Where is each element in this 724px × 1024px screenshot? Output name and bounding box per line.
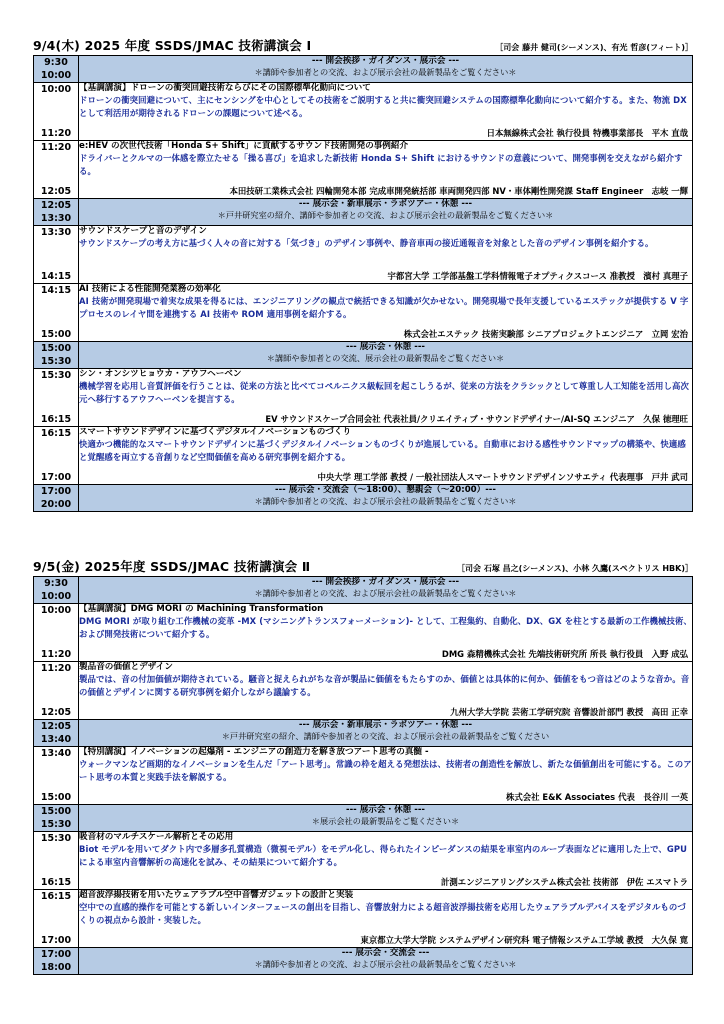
talk-description: AI 技術が開発現場で着実な成果を得るには、エンジニアリングの観点で統括できる知識が欠かせない。開発現場で長年支援しているエステックが提供する V 字プロセスのレイヤ間を連携する AI 技術や ROM 適用事例を紹介する。	[79, 296, 689, 319]
time-start: 11:20	[40, 663, 72, 674]
time-start: 15:00	[40, 343, 72, 354]
time-start: 12:05	[40, 200, 72, 211]
time-cell	[34, 662, 79, 720]
program-row-talk	[34, 890, 693, 948]
day2-section	[33, 558, 693, 975]
time-cell	[34, 577, 79, 604]
program-row-talk	[34, 83, 693, 141]
time-end: 16:15	[40, 414, 72, 425]
break-cell	[79, 485, 693, 512]
talk-speaker: 九州大学大学院 芸術工学研究院 音響設計部門 教授 高田 正幸	[450, 707, 688, 717]
talk-description: DMG MORI が取り組む工作機械の変革 -MX (マシニングトランスフォーメーション)- として、工程集約、自動化、DX、GX を柱とする最新の工作機械技術、および開発技術について紹介する。	[79, 616, 692, 639]
talk-title: スマートサウンドデザインに基づくデジタルイノベーションものづくり	[79, 427, 352, 437]
break-cell	[79, 56, 693, 83]
talk-description: ドローンの衝突回避について、主にセンシングを中心としてその技術をご説明すると共に衝突回避システムの国際標準化動向について紹介する。また、物流 DX として利活用が期待されるドローンの課題について述べる。	[79, 95, 687, 118]
program-row-break	[34, 948, 693, 975]
talk-title: 【基調講演】ドローンの衝突回避技術ならびにその国際標準化動向について	[79, 83, 371, 93]
time-start: 15:00	[40, 806, 72, 817]
break-note: ＊戸井研究室の紹介、講師や参加者との交流、および展示会社の最新製品をご覧ください	[221, 731, 550, 741]
break-note: ＊講師や参加者との交流、および展示会社の最新製品をご覧ください＊	[254, 496, 517, 506]
time-cell	[34, 427, 79, 485]
time-start: 10:00	[40, 84, 72, 95]
talk-cell	[79, 747, 693, 805]
talk-speaker: DMG 森精機株式会社 先端技術研究所 所長 執行役員 入野 成弘	[441, 649, 688, 659]
day1-chair: ［司会 藤井 健司(シーメンス)、有光 哲彦(フィート)］	[495, 43, 693, 52]
talk-cell	[79, 284, 693, 342]
time-end: 20:00	[40, 499, 72, 510]
day2-title: 9/5(金) 2025年度 SSDS/JMAC 技術講演会 Ⅱ	[33, 559, 311, 574]
break-title: --- 展示会・交流会 ---	[341, 948, 430, 958]
time-cell	[34, 890, 79, 948]
time-end: 18:00	[40, 962, 72, 973]
break-title: --- 展示会・新車展示・ラボツアー・休憩 ---	[298, 720, 473, 730]
talk-title: 【基調講演】DMG MORI の Machining Transformation	[79, 604, 324, 614]
time-cell	[34, 199, 79, 226]
time-start: 12:05	[40, 721, 72, 732]
break-note: ＊展示会社の最新製品をご覧ください＊	[311, 816, 460, 826]
time-cell	[34, 342, 79, 369]
talk-title: e:HEV の次世代技術「Honda S+ Shift」に貢献するサウンド技術開発の事例紹介	[79, 141, 409, 151]
time-start: 17:00	[40, 949, 72, 960]
time-cell	[34, 369, 79, 427]
time-cell	[34, 832, 79, 890]
break-cell	[79, 948, 693, 975]
time-end: 10:00	[40, 70, 72, 81]
break-note: ＊戸井研究室の紹介、講師や参加者との交流、および展示会社の最新製品をご覧ください＊	[217, 210, 554, 220]
break-note: ＊講師や参加者との交流、展示会社の最新製品をご覧ください＊	[266, 353, 505, 363]
time-start: 17:00	[40, 486, 72, 497]
talk-description: ウォークマンなど画期的なイノベーションを生んだ「アート思考」。常識の枠を超える発想法は、技術者の創造性を解放し、新たな価値創出を可能にする。このアート思考の本質と実践手法を解説する。	[79, 759, 692, 782]
program-row-break	[34, 342, 693, 369]
time-start: 9:30	[44, 57, 68, 68]
program-row-talk	[34, 369, 693, 427]
talk-speaker: 宇都宮大学 工学部基盤工学科情報電子オプティクスコース 准教授 濱村 真理子	[387, 271, 688, 281]
time-cell	[34, 83, 79, 141]
talk-title: 吸音材のマルチスケール解析とその応用	[79, 832, 234, 842]
talk-description: ドライバーとクルマの一体感を際立たせる「操る喜び」を追求した新技術 Honda S+ Shift におけるサウンドの意義について、開発事例を交えながら紹介する。	[79, 153, 683, 176]
break-title: --- 展示会・休憩 ---	[346, 342, 425, 352]
time-cell	[34, 948, 79, 975]
program-row-break	[34, 805, 693, 832]
time-end: 11:20	[40, 128, 72, 139]
time-start: 10:00	[40, 605, 72, 616]
talk-cell	[79, 83, 693, 141]
day2-program-table	[33, 576, 693, 975]
time-end: 10:00	[40, 591, 72, 602]
break-cell	[79, 805, 693, 832]
talk-description: 空中での直感的操作を可能とする新しいインターフェースの創出を目指し、音響放射力による超音波浮揚技術を応用したウェアラブルデバイスをデジタルものづくりの視点から設計・実装した。	[79, 902, 686, 925]
break-title: --- 開会挨拶・ガイダンス・展示会 ---	[311, 577, 460, 587]
time-start: 14:15	[40, 285, 72, 296]
time-cell	[34, 604, 79, 662]
talk-cell	[79, 369, 693, 427]
time-start: 16:15	[40, 428, 72, 439]
break-cell	[79, 720, 693, 747]
time-end: 14:15	[40, 271, 72, 282]
day1-program-table	[33, 55, 693, 512]
time-end: 15:00	[40, 329, 72, 340]
talk-speaker: 本田技研工業株式会社 四輪開発本部 完成車開発統括部 車両開発四部 NV・車体剛性開発課 Staff Engineer 志岐 一輝	[229, 186, 688, 196]
time-start: 15:30	[40, 370, 72, 381]
program-row-talk	[34, 226, 693, 284]
talk-cell	[79, 604, 693, 662]
program-row-talk	[34, 141, 693, 199]
program-row-break	[34, 577, 693, 604]
time-start: 13:30	[40, 227, 72, 238]
time-end: 15:30	[40, 819, 72, 830]
talk-title: 超音波浮揚技術を用いたウェアラブル空中音響ガジェットの設計と実装	[79, 890, 354, 900]
time-end: 15:30	[40, 356, 72, 367]
talk-title: サウンドスケープと音のデザイン	[79, 226, 207, 236]
talk-speaker: 東京都立大学大学院 システムデザイン研究科 電子情報システム工学域 教授 大久保 寛	[360, 935, 688, 945]
talk-speaker: 中央大学 理工学部 教授 / 一般社団法人スマートサウンドデザインソサエティ 代表理事 戸井 武司	[317, 472, 688, 482]
talk-title: 【特別講演】イノベーションの起爆剤 - エンジニアの創造力を解き放つアート思考の真髄 -	[79, 747, 429, 757]
time-start: 15:30	[40, 833, 72, 844]
program-row-talk	[34, 604, 693, 662]
time-end: 15:00	[40, 792, 72, 803]
break-note: ＊講師や参加者との交流、および展示会社の最新製品をご覧ください＊	[254, 959, 517, 969]
time-cell	[34, 226, 79, 284]
talk-description: 快適かつ機能的なスマートサウンドデザインに基づくデジタルイノベーションものづくりが進展している。自動車における感性サウンドマップの構築や、快適感と覚醒感を両立する音創りなど空間価値を高める研究事例を紹介する。	[79, 439, 686, 462]
break-title: --- 展示会・休憩 ---	[346, 805, 425, 815]
program-row-break	[34, 485, 693, 512]
program-row-talk	[34, 832, 693, 890]
break-title: --- 展示会・新車展示・ラボツアー・休憩 ---	[298, 199, 473, 209]
program-row-talk	[34, 427, 693, 485]
time-end: 13:30	[40, 213, 72, 224]
talk-title: AI 技術による性能開発業務の効率化	[79, 284, 221, 294]
break-title: --- 開会挨拶・ガイダンス・展示会 ---	[311, 56, 460, 66]
day1-header	[33, 37, 693, 55]
talk-cell	[79, 427, 693, 485]
talk-cell	[79, 226, 693, 284]
program-row-talk	[34, 284, 693, 342]
day1-title: 9/4(木) 2025 年度 SSDS/JMAC 技術講演会 Ⅰ	[33, 38, 312, 53]
time-cell	[34, 485, 79, 512]
talk-description: 機械学習を応用し音質評価を行うことは、従来の方法と比べてコペルニクス級転回を起こしうるが、従来の方法をクラシックとして尊重し人工知能を活用し高次元へ移行するアウフヘーベンを提言する。	[79, 381, 689, 404]
time-end: 16:15	[40, 877, 72, 888]
time-start: 9:30	[44, 578, 68, 589]
time-end: 12:05	[40, 707, 72, 718]
time-end: 12:05	[40, 186, 72, 197]
time-end: 17:00	[40, 472, 72, 483]
time-start: 11:20	[40, 142, 72, 153]
program-row-break	[34, 199, 693, 226]
talk-description: 製品では、音の付加価値が期待されている。騒音と捉えられがちな音が製品に価値をもたらすのか、価値とは具体的に何か、価値をもつ音はどのような音か。音の価値とデザインに関する研究事例を紹介しながら議論する。	[79, 674, 690, 697]
break-note: ＊講師や参加者との交流、および展示会社の最新製品をご覧ください＊	[254, 588, 517, 598]
break-title: --- 展示会・交流会（～18:00）、懇親会（～20:00）---	[275, 485, 496, 495]
break-cell	[79, 199, 693, 226]
time-start: 13:40	[40, 748, 72, 759]
program-row-talk	[34, 662, 693, 720]
talk-speaker: 株式会社エステック 技術実験部 シニアプロジェクトエンジニア 立岡 宏治	[403, 329, 688, 339]
program-row-break	[34, 720, 693, 747]
day2-header	[33, 558, 693, 576]
talk-cell	[79, 662, 693, 720]
day2-chair: ［司会 石塚 昌之(シーメンス)、小林 久鷹(スペクトリス HBK)］	[457, 564, 693, 573]
time-cell	[34, 805, 79, 832]
talk-speaker: 計測エンジニアリングシステム株式会社 技術部 伊佐 エスマトラ	[441, 877, 688, 887]
time-start: 16:15	[40, 891, 72, 902]
talk-title: 製品音の価値とデザイン	[79, 662, 173, 672]
talk-speaker: 日本無線株式会社 執行役員 特機事業部長 平木 直哉	[486, 128, 688, 138]
time-cell	[34, 141, 79, 199]
day1-section	[33, 37, 693, 512]
talk-cell	[79, 832, 693, 890]
time-cell	[34, 284, 79, 342]
talk-cell	[79, 141, 693, 199]
time-end: 17:00	[40, 935, 72, 946]
talk-description: Biot モデルを用いてダクト内で多層多孔質構造（微視モデル）をモデル化し、得られたインピーダンスの結果を車室内のループ表面などに適用した上で、GPU による車室内音響解析の高速化を試み、その結果について紹介する。	[79, 844, 688, 867]
talk-description: サウンドスケープの考え方に基づく人々の音に対する「気づき」のデザイン事例や、静音車両の接近通報音を対象とした音のデザイン事例を紹介する。	[79, 238, 654, 248]
time-cell	[34, 56, 79, 83]
time-cell	[34, 747, 79, 805]
time-end: 11:20	[40, 649, 72, 660]
time-cell	[34, 720, 79, 747]
break-note: ＊講師や参加者との交流、および展示会社の最新製品をご覧ください＊	[254, 67, 517, 77]
program-row-break	[34, 56, 693, 83]
talk-cell	[79, 890, 693, 948]
break-cell	[79, 577, 693, 604]
time-end: 13:40	[40, 734, 72, 745]
talk-speaker: 株式会社 E&K Associates 代表 長谷川 一英	[505, 792, 688, 802]
break-cell	[79, 342, 693, 369]
talk-title: シン・オンシツヒョウカ・アウフヘーベン	[79, 369, 242, 379]
program-row-talk	[34, 747, 693, 805]
talk-speaker: EV サウンドスケープ合同会社 代表社員/クリエイティブ・サウンドデザイナー/AI-SQ エンジニア 久保 徳理旺	[265, 414, 688, 424]
